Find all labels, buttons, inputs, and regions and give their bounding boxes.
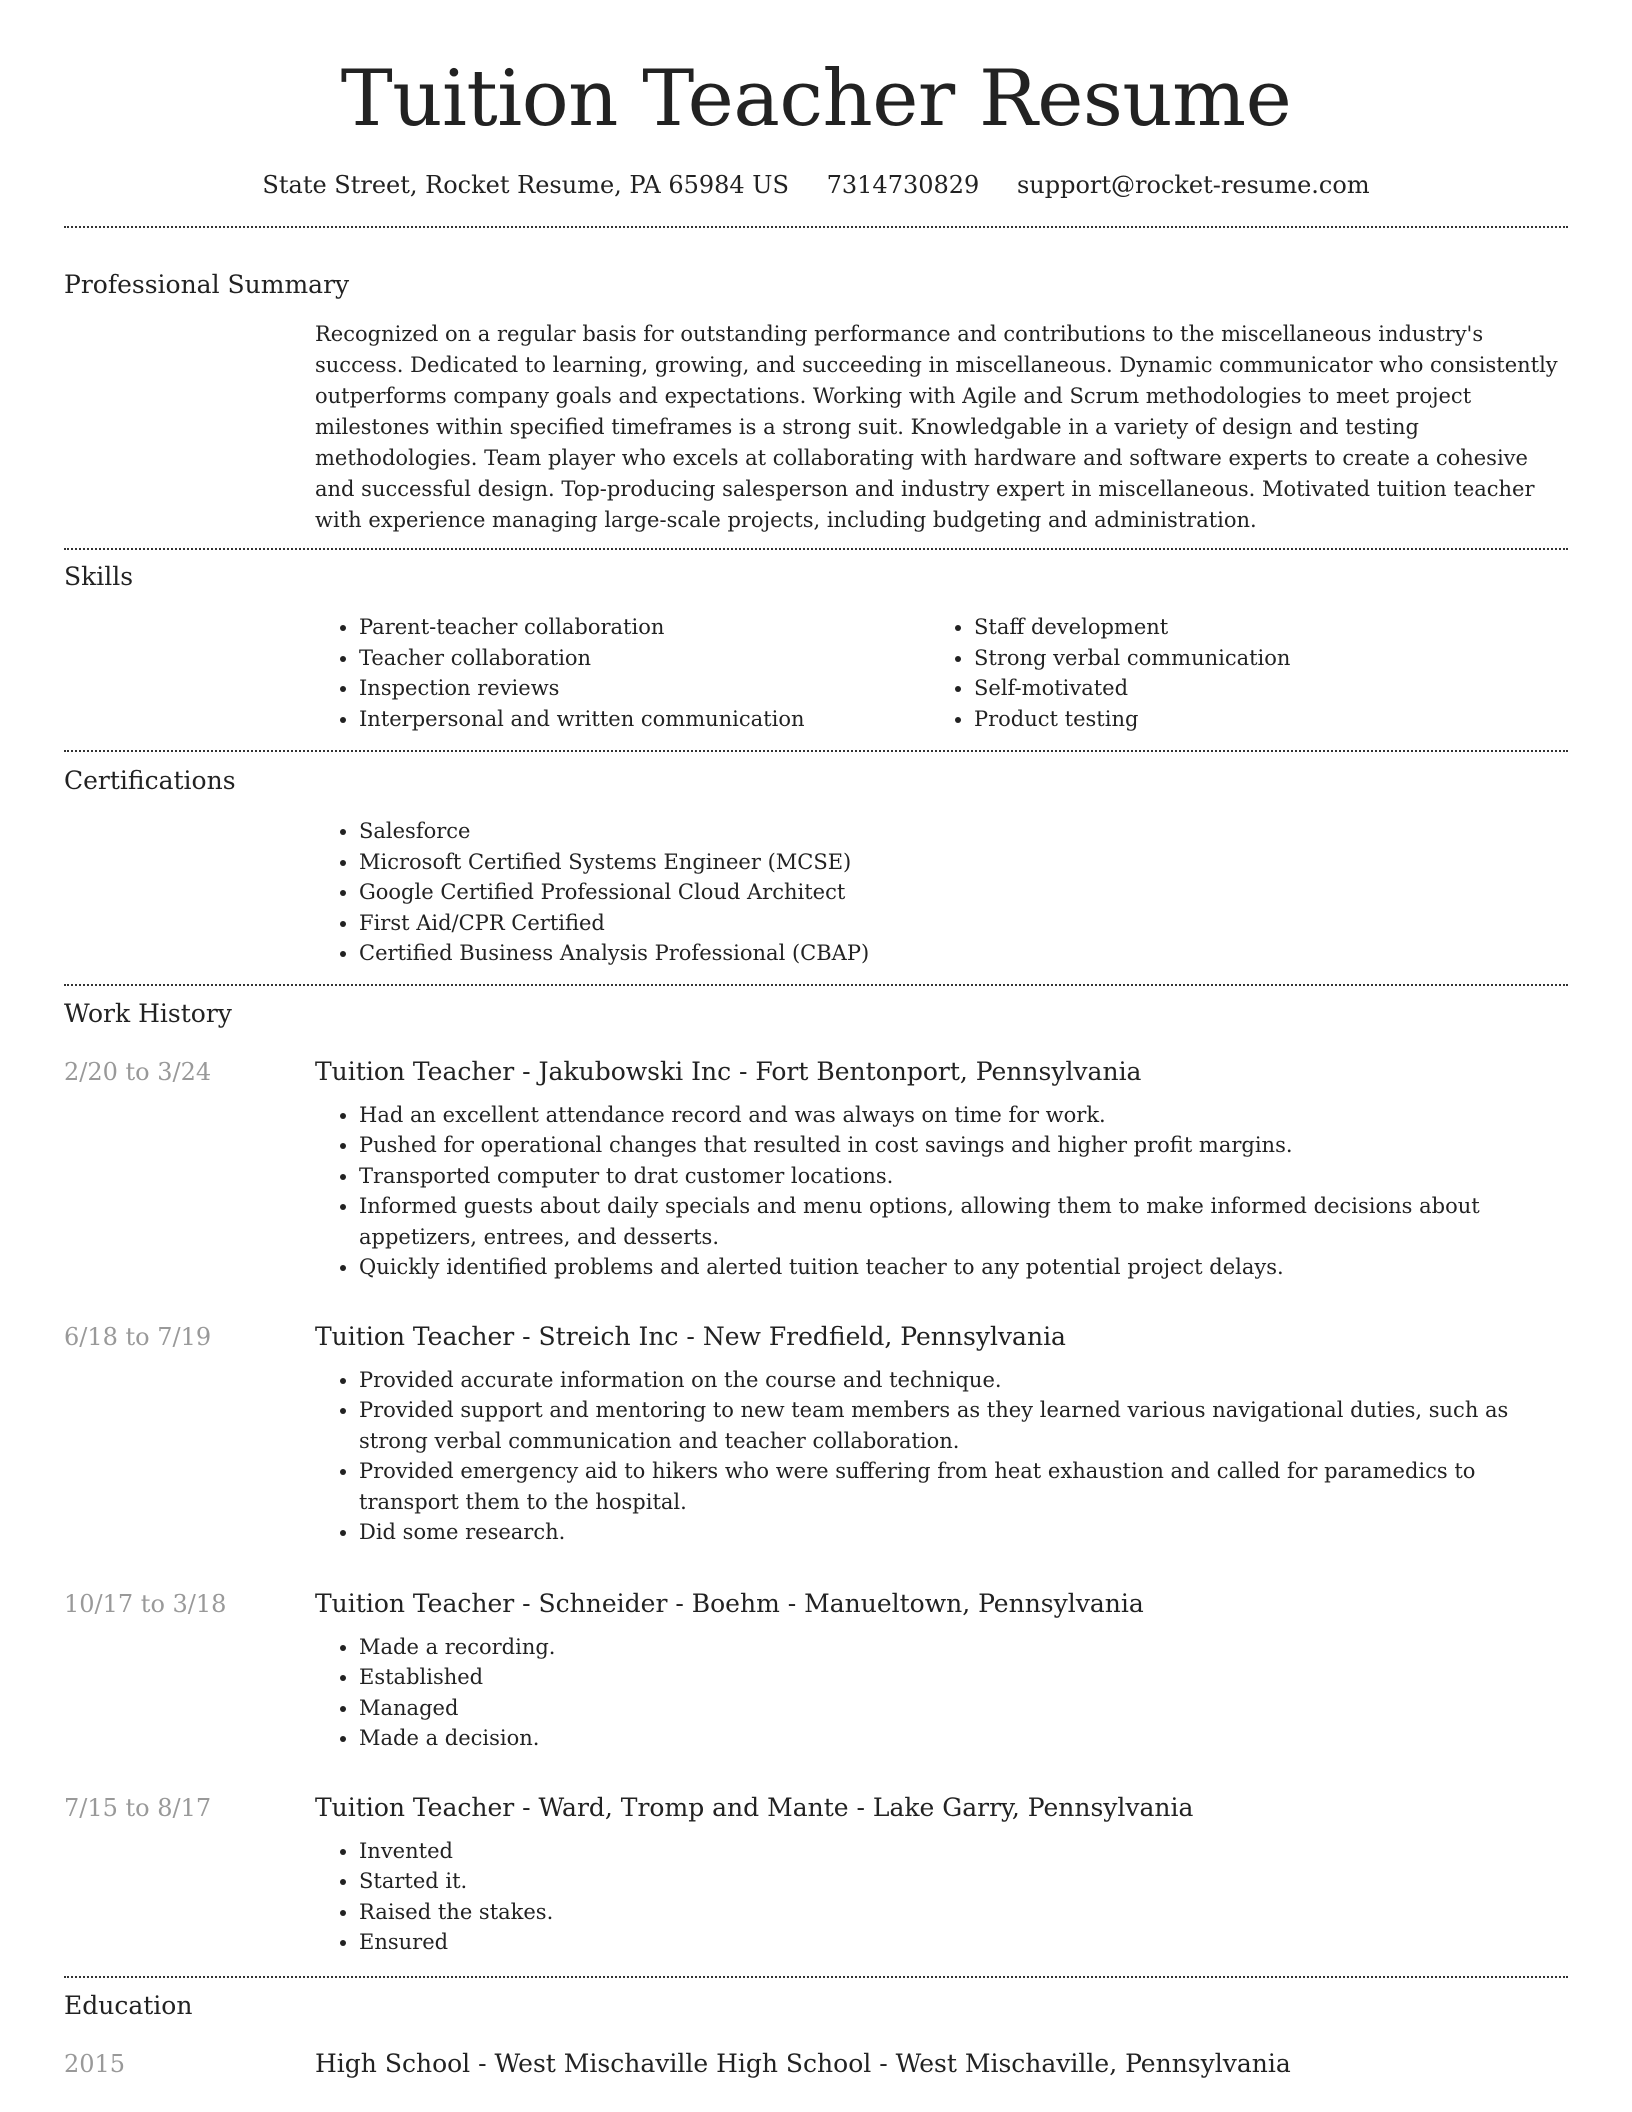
job-bullets [315,1836,1568,1958]
job-bullet: • Made a recording. [359,1632,1568,1663]
job-title: Tuition Teacher - Streich Inc - New Fredfield, Pennsylvania [315,1321,1066,1351]
job-bullet: • Had an excellent attendance record and was always on time for work. [359,1100,1568,1131]
job-entry [64,1790,1568,1958]
contact-address: State Street, Rocket Resume, PA 65984 US [262,171,789,199]
skills-heading: Skills [64,562,134,591]
job-bullets [315,1365,1568,1548]
skill-item: • Strong verbal communication [974,643,1545,674]
certifications-body [315,816,1568,969]
job-bullet: • Provided accurate information on the course and technique. [359,1365,1568,1396]
skill-item: • Interpersonal and written communication [359,704,930,735]
job-bullet: • Did some research. [359,1517,1568,1548]
job-entry [64,1319,1568,1548]
skill-item: • Self-motivated [974,673,1545,704]
job-bullet: • Informed guests about daily specials and menu options, allowing them to make informed decisions about appetizers, entrees, and desserts. [359,1191,1568,1252]
work-section [64,986,1568,1958]
resume-title: Tuition Teacher Resume [340,54,1292,144]
job-title: Tuition Teacher - Schneider - Boehm - Manueltown, Pennsylvania [315,1588,1144,1618]
contact-phone: 7314730829 [826,171,980,199]
certification-item: • Certified Business Analysis Professional (CBAP) [359,938,1568,969]
certifications-list [315,816,1568,969]
certifications-section [64,752,1568,969]
job-bullet: • Started it. [359,1866,1568,1897]
job-bullet: • Invented [359,1836,1568,1867]
skill-item: • Inspection reviews [359,673,930,704]
job-dates: 2/20 to 3/24 [64,1057,212,1086]
job-dates: 6/18 to 7/19 [64,1322,212,1351]
education-section [64,1978,1568,2082]
skills-list-right [930,612,1545,734]
certifications-heading: Certifications [64,766,236,795]
skill-item: • Parent-teacher collaboration [359,612,930,643]
skill-item: • Product testing [974,704,1545,735]
summary-text: Recognized on a regular basis for outstanding performance and contributions to the miscellaneous industry's success. Dedicated to learning, growing, and succeeding in miscellaneous. Dynamic communicator who consistently outperforms company goals and expectations. Working with Agile and Scrum methodologies to meet project milestones within specified timeframes is a strong suit. Knowledgable in a variety of design and testing methodologies. Team player who excels at collaborating with hardware and software experts to create a cohesive and successful design. Top-producing salesperson and industry expert in miscellaneous. Motivated tuition teacher with experience managing large-scale projects, including budgeting and administration. [315,322,1558,532]
education-title: High School - West Mischaville High School - West Mischaville, Pennsylvania [315,2048,1291,2078]
job-bullet: • Provided emergency aid to hikers who were suffering from heat exhaustion and called for paramedics to transport them to the hospital. [359,1456,1568,1517]
contact-email: support@rocket-resume.com [1016,171,1370,199]
job-bullet: • Provided support and mentoring to new team members as they learned various navigational duties, such as strong verbal communication and teacher collaboration. [359,1395,1568,1456]
skill-item: • Staff development [974,612,1545,643]
job-bullet: • Quickly identified problems and alerted tuition teacher to any potential project delays. [359,1252,1568,1283]
certification-item: • Microsoft Certified Systems Engineer (MCSE) [359,847,1568,878]
skills-grid [315,612,1568,734]
job-bullets [315,1100,1568,1283]
skills-list-left [315,612,930,734]
skills-column-left [315,612,930,734]
certification-item: • Google Certified Professional Cloud Architect [359,877,1568,908]
job-bullet: • Transported computer to drat customer locations. [359,1161,1568,1192]
job-bullet: • Established [359,1662,1568,1693]
contact-line [64,170,1568,200]
job-dates: 10/17 to 3/18 [64,1589,227,1618]
job-bullet: • Made a decision. [359,1723,1568,1754]
job-title: Tuition Teacher - Jakubowski Inc - Fort Bentonport, Pennsylvania [315,1056,1142,1086]
work-heading: Work History [64,998,232,1028]
skills-column-right [930,612,1545,734]
job-entry [64,1054,1568,1283]
job-bullet: • Managed [359,1693,1568,1724]
job-bullet: • Pushed for operational changes that resulted in cost savings and higher profit margins. [359,1130,1568,1161]
resume-page [64,0,1568,2082]
certification-item: • First Aid/CPR Certified [359,908,1568,939]
job-dates: 7/15 to 8/17 [64,1793,212,1822]
certification-item: • Salesforce [359,816,1568,847]
skills-section [64,550,1568,734]
education-dates: 2015 [64,2049,126,2078]
job-bullet: • Ensured [359,1927,1568,1958]
summary-section [64,228,1568,536]
summary-heading: Professional Summary [64,270,350,299]
skill-item: • Teacher collaboration [359,643,930,674]
job-title: Tuition Teacher - Ward, Tromp and Mante - Lake Garry, Pennsylvania [315,1792,1194,1822]
job-bullet: • Raised the stakes. [359,1897,1568,1928]
education-heading: Education [64,1990,193,2020]
job-entry [64,1586,1568,1754]
job-bullets [315,1632,1568,1754]
education-entry [64,2046,1568,2082]
